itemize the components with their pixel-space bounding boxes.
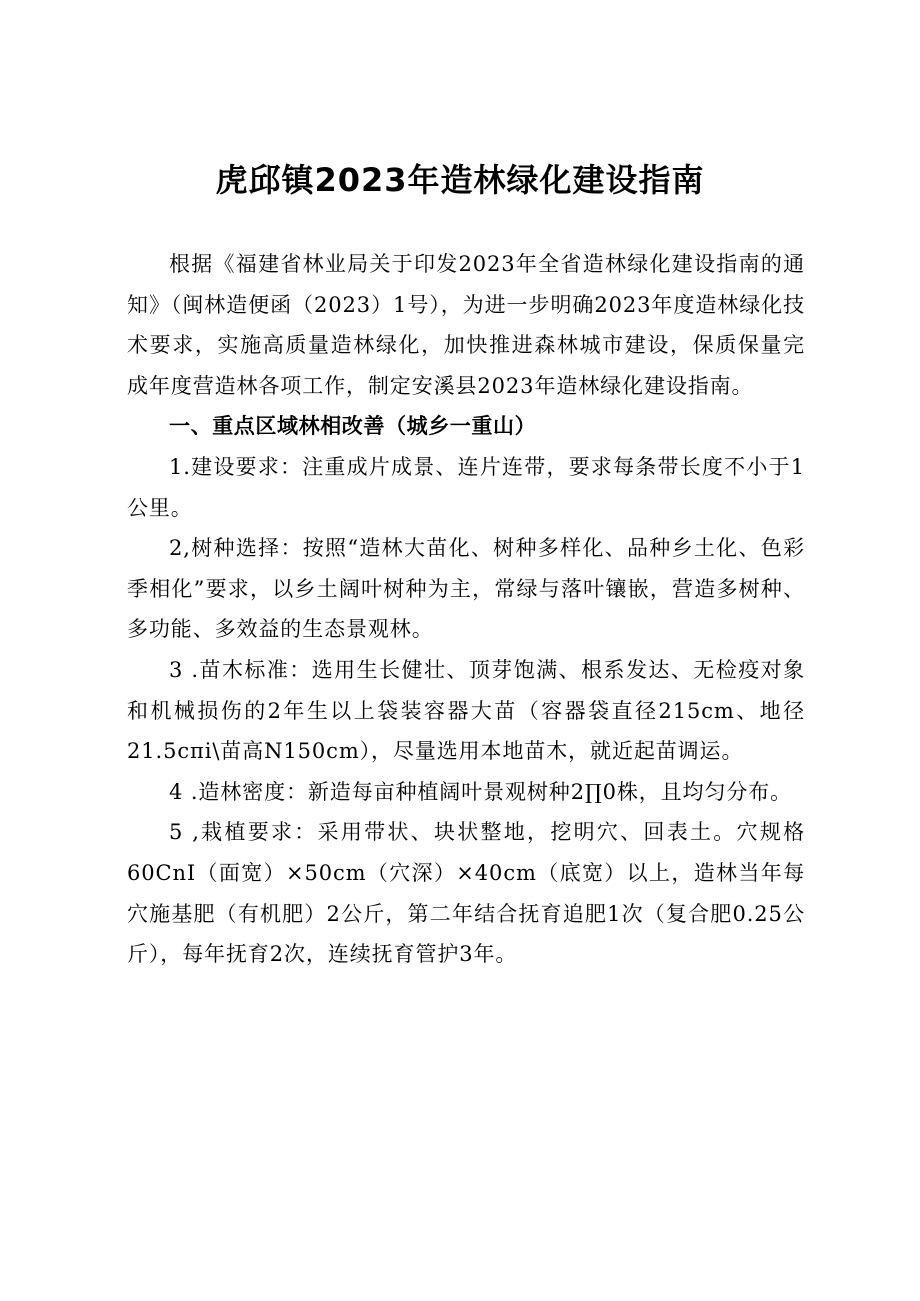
document-body (127, 244, 805, 975)
section-heading: 一、重点区域林相改善（城乡一重山） (169, 414, 537, 439)
item-paragraph-3: 3 .苗木标准：选用生长健壮、顶芽饱满、根系发达、无检疫对象和机械损伤的2年生以上袋装容器大苗（容器袋直径215cm、地径21.5cπi\苗高N150cm），尽量选用本地苗木，就近起苗调运。 (127, 657, 805, 764)
item-paragraph-5: 5 ,栽植要求：采用带状、块状整地，挖明穴、回表土。穴规格60CnI（面宽）×50cm（穴深）×40cm（底宽）以上，造林当年每穴施基肥（有机肥）2公斤，第二年结合抚育追肥1次（复合肥0.25公斤），每年抚育2次，连续抚育管护3年。 (127, 820, 805, 967)
item-paragraph-1: 1.建设要求：注重成片成景、连片连带，要求每条带长度不小于1公里。 (127, 454, 805, 520)
item-paragraph-4: 4 .造林密度：新造每亩种植阔叶景观树种2∏0株，且均匀分布。 (169, 779, 793, 804)
document-title: 虎邱镇2023年造林绿化建设指南 (215, 161, 705, 199)
item-paragraph-2: 2,树种选择：按照“造林大苗化、树种多样化、品种乡土化、色彩季相化”要求，以乡土阔叶树种为主，常绿与落叶镶嵌，营造多树种、多功能、多效益的生态景观林。 (127, 536, 805, 642)
intro-paragraph: 根据《福建省林业局关于印发2023年全省造林绿化建设指南的通知》（闽林造便函（2023）1号），为进一步明确2023年度造林绿化技术要求，实施高质量造林绿化，加快推进森林城市建设，保质保量完成年度营造林各项工作，制定安溪县2023年造林绿化建设指南。 (127, 252, 805, 398)
